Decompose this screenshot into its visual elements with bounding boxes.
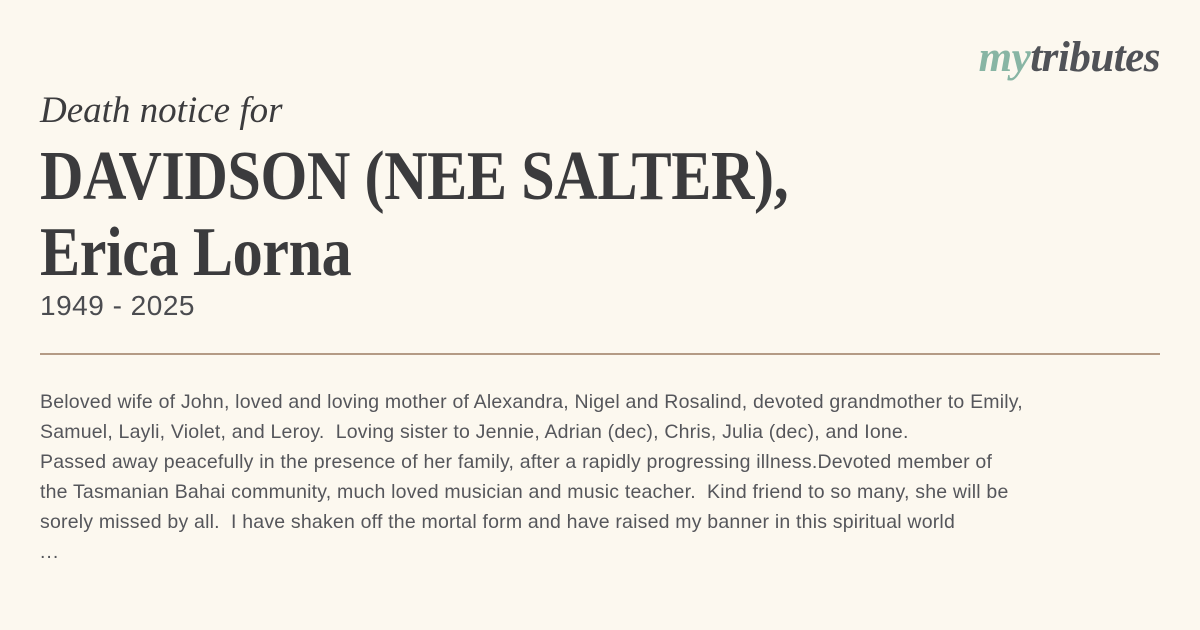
deceased-given-names: Erica Lorna	[40, 214, 352, 291]
obituary-line: Beloved wife of John, loved and loving mother of Alexandra, Nigel and Rosalind, devoted grandmother to Emily,	[40, 391, 1023, 413]
deceased-surname: DAVIDSON (NEE SALTER),	[40, 138, 789, 215]
mytributes-logo[interactable]	[979, 36, 1160, 79]
divider-line	[40, 353, 1160, 355]
obituary-line: Passed away peacefully in the presence of her family, after a rapidly progressing illness.Devoted member of	[40, 451, 993, 473]
life-dates: 1949 - 2025	[40, 290, 195, 321]
obituary-line: Samuel, Layli, Violet, and Leroy. Loving sister to Jennie, Adrian (dec), Chris, Julia (dec), and Ione.	[40, 421, 909, 443]
obituary-line: sorely missed by all. I have shaken off the mortal form and have raised my banner in this spiritual world	[40, 511, 956, 533]
truncation-ellipsis: ...	[40, 541, 60, 563]
notice-type-label: Death notice for	[40, 90, 283, 131]
logo-my-text: my	[978, 34, 1031, 81]
obituary-text	[40, 387, 1170, 567]
obituary-line: the Tasmanian Bahai community, much loved musician and music teacher. Kind friend to so many, she will be	[40, 481, 1009, 503]
logo-tributes-text: tributes	[1030, 34, 1160, 81]
